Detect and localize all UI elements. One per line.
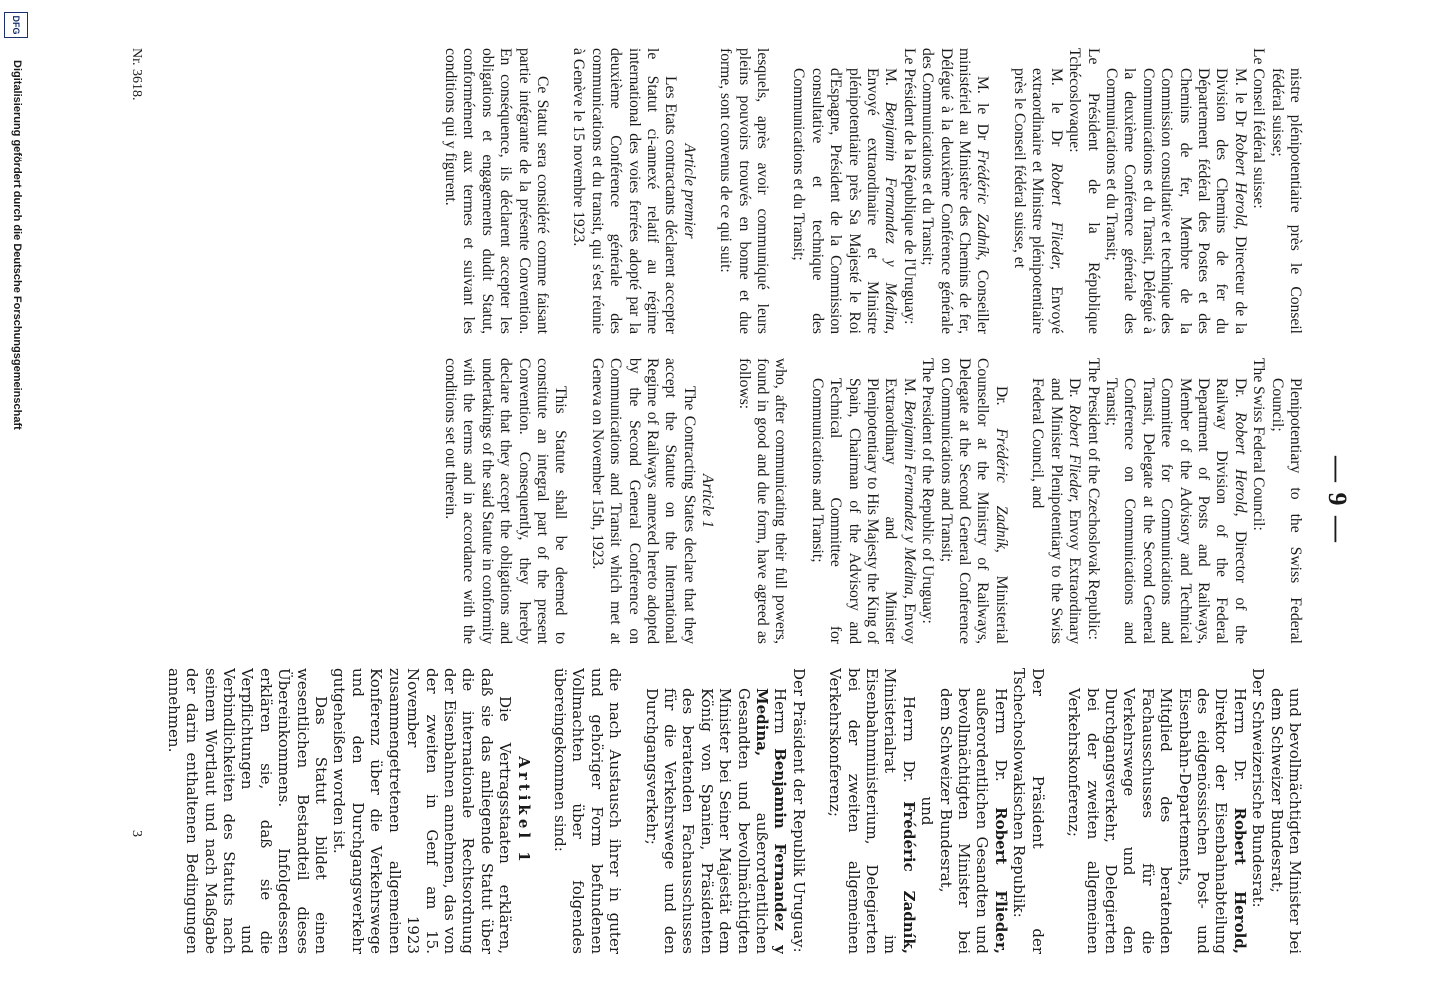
german-flieder-prefix: Herrn Dr. [991,688,1010,808]
english-zadnik-name: Frédéric Zadník, [992,428,1010,553]
english-swiss-council-heading: The Swiss Federal Council: [1250,358,1268,531]
page-number: — 9 — [1323,456,1352,544]
german-herold-prefix: Herrn Dr. [1230,688,1249,808]
french-column [134,48,1304,334]
english-plenipotentiaries-paragraph: who, after communicating their full powers, found in good and due form, have agreed as follows: [735,358,790,644]
german-plenipotentiaries-paragraph: die nach Austausch ihrer in guter und gehöriger Form befundenen Vollmachten über folgendes übereingekommen sind: [550,668,625,954]
english-czech-heading: The President of the Czechoslovak Republic: [1084,358,1102,640]
french-article-heading: Article premier [680,143,698,239]
french-flieder-paragraph [1010,48,1065,334]
french-medina-text: Envoyé extraordinaire et Ministre plénipotentiaire près Sa Majesté le Roi d'Espagne, Président de la Commission consultative et technique des Communications et du Transit; [790,68,882,334]
french-uruguay-heading: Le Président de la République de l'Uruguay: [900,48,918,325]
english-flieder-text: Envoy Extraordinary and Minister Plenipotentiary to the Swiss Federal Council, and [1029,378,1084,644]
english-paragraph-1: Plenipotentiary to the Swiss Federal Council; [1268,378,1304,644]
french-herold-name: Robert Herold, [1231,133,1249,230]
french-medina-prefix: M. [882,68,900,102]
german-flieder-paragraph [936,668,1010,954]
french-herold-text: Directeur de la Division des Chemins de fer du Département fédéral des Postes et des Chemins de fer, Membre de la Commission consultative et technique des Communications et du Transit, Délégué à la deuxième Conférence générale des Communications et du Transit; [1102,68,1249,334]
german-column [134,668,1304,954]
document-number: Nr. 3618. [129,48,144,101]
english-flieder-paragraph [1028,358,1083,644]
english-article-heading: Article 1 [699,473,717,529]
french-article-paragraph-2: Ce Statut sera considéré comme faisant partie intégrante de la présente Convention. En conséquence, ils déclarent accepter les obligations et engagements dudit Statut, conformément aux termes et suivant les conditions qui y figurent. [441,48,551,334]
english-medina-text: Envoy Extraordinary and Minister Plenipotentiary to His Majesty the King of Spain, Chairman of the Advisory and Technical Committee for Communications and Transit; [808,378,918,644]
german-article-paragraph-1: Die Vertragsstaaten erklären, daß sie das anliegende Statut über die internationale Rechtsordnung der Eisenbahnen annehmen, das von der zweiten in Genf am 15. November 1923 zusammengetretenen allgemeinen Konferenz über die Verkehrswege und den Durchgangsverkehr gutgeheißen worden ist. [330,668,515,954]
french-article-paragraph-1: Les Etats contractants déclarent accepter le Statut ci-annexé relatif au régime international des voies ferrées adopté par la deuxième Conférence générale des communications et du transit, qui s'est réunie à Genève le 15 novembre 1923. [570,48,680,334]
french-herold-paragraph [1102,48,1249,334]
digitization-note: Digitalisierung gefördert durch die Deutsche Forschungsgemeinschaft [11,60,23,430]
french-zadnik-text: Conseiller ministériel au Ministère des Chemins de fer, Délégué à la deuxième Conférence générale des Communications et du Transit; [919,48,992,334]
english-herold-name: Robert Herold, [1231,412,1249,517]
german-medina-name: Benjamin Fernandez y Medina, [753,688,790,954]
english-herold-text: Director of the Railway Division of the Federal Department of Posts and Railways, Member of the Advisory and Technical Committee for Communications and Transit, Delegate at the Second General Conference on Communications and Transit; [1102,378,1249,644]
french-zadnik-prefix: M. le Dr [974,76,992,150]
german-zadnik-name: Frédéric Zadník, [899,801,918,954]
english-medina-name: Benjamin Fernandez y Medina, [900,400,918,599]
german-medina-paragraph [642,668,789,954]
german-herold-text: Direktor der Eisenbahnabteilung des eidgenössischen Post- und Eisenbahn-Departements, Mitglied des beratenden Fachausschusses für die Verkehrswege und den Durchgangsverkehr, Delegierten bei der zweiten allgemeinen Verkehrskonferenz; [1065,688,1231,954]
english-article-paragraph-2: This Statute shall be deemed to constitute an integral part of the present Convention. Consequently, they hereby declare that they accept the obligations and undertakings of the said Statute in conformity with the terms and in accordance with the conditions set out therein. [441,358,570,644]
french-czech-heading: Le Président de la République Tchécoslovaque: [1066,48,1102,334]
german-swiss-council-heading: Der Schweizerische Bundesrat: [1249,668,1268,908]
german-paragraph-1: und bevollmächtigten Minister bei dem Schweizer Bundesrat; [1267,688,1304,954]
english-zadnik-text: Ministerial Counsellor at the Ministry of Railways, Delegate at the Second General Conference on Communications and Transit; [937,358,1010,644]
french-herold-prefix: M. le Dr [1231,68,1249,134]
german-herold-paragraph [1065,668,1249,954]
french-medina-paragraph [789,48,899,334]
german-article-heading: Artikel 1 [514,756,533,866]
german-medina-prefix: Herrn [771,688,790,749]
german-medina-text: außerordentlichen Gesandten und bevollmächtigten Minister bei Seiner Majestät dem König von Spanien, Präsidenten des beratenden Fachausschusses für die Verkehrswege und den Durchgangsverkehr; [642,688,772,954]
english-flieder-name: Robert Flieder, [1066,404,1084,503]
english-zadnik-prefix: Dr. [992,386,1010,429]
german-zadnik-prefix: Herrn Dr. [899,696,918,802]
english-herold-prefix: Dr. [1231,378,1249,413]
english-column [134,358,1304,644]
french-flieder-prefix: M. le Dr [1047,68,1065,163]
german-czech-heading: Der Präsident der Tschechoslowakischen Republik: [1010,668,1047,954]
english-medina-prefix: M. [900,378,918,401]
french-flieder-text: Envoyé extraordinaire et Ministre plénipotentiaire près le Conseil fédéral suisse, et [1010,68,1065,334]
french-zadnik-paragraph [918,48,992,334]
german-article-paragraph-2: Das Statut bildet einen wesentlichen Bestandteil dieses Übereinkommens. Infolgedessen erklären sie, daß sie die Verpflichtungen und Verbindlichkeiten des Statuts nach seinem Wortlaut und nach Maßgabe der darin enthaltenen Bedingungen annehmen. [164,668,331,954]
french-plenipotentiaries-paragraph: lesquels, après avoir communiqué leurs pleins pouvoirs trouvés en bonne et due forme, sont convenus de ce qui suit: [717,48,772,334]
german-zadnik-text: Ministerialrat im Eisenbahnministerium, Delegierten bei der zweiten allgemeinen Verkehrskonferenz; [826,668,900,954]
german-uruguay-heading: Der Präsident der Republik Uruguay: [789,668,808,953]
german-flieder-name: Robert Flieder, [991,807,1010,954]
french-zadnik-name: Frédéric Zadník, [974,149,992,261]
english-medina-paragraph [807,358,917,644]
dfg-logo-icon: DFG [4,12,28,38]
french-paragraph-1: nistre plénipotentiaire près le Conseil fédéral suisse; [1268,68,1304,334]
english-herold-paragraph [1102,358,1249,644]
german-flieder-text: außerordentlichen Gesandten und bevollmächtigten Minister bei dem Schweizer Bundesrat, [936,688,992,954]
german-herold-name: Robert Herold, [1230,807,1249,954]
french-flieder-name: Robert Flieder, [1047,162,1065,270]
english-article-paragraph-1: The Contracting States declare that they accept the Statute on the International Regime of Railways annexed hereto adopted by the Second General Conference on Communications and Transit which met at Geneva on November 15th, 1923. [588,358,698,644]
german-zadnik-paragraph [826,668,918,954]
sheet-number: 3 [129,830,144,837]
english-zadnik-paragraph [936,358,1010,644]
french-medina-name: Benjamin Fernandez y Medina, [882,101,900,334]
french-swiss-council-heading: Le Conseil fédéral suisse: [1250,48,1268,209]
english-flieder-prefix: Dr. [1066,378,1084,405]
german-und: und [918,796,937,826]
english-uruguay-heading: The President of the Republic of Uruguay: [919,358,937,624]
